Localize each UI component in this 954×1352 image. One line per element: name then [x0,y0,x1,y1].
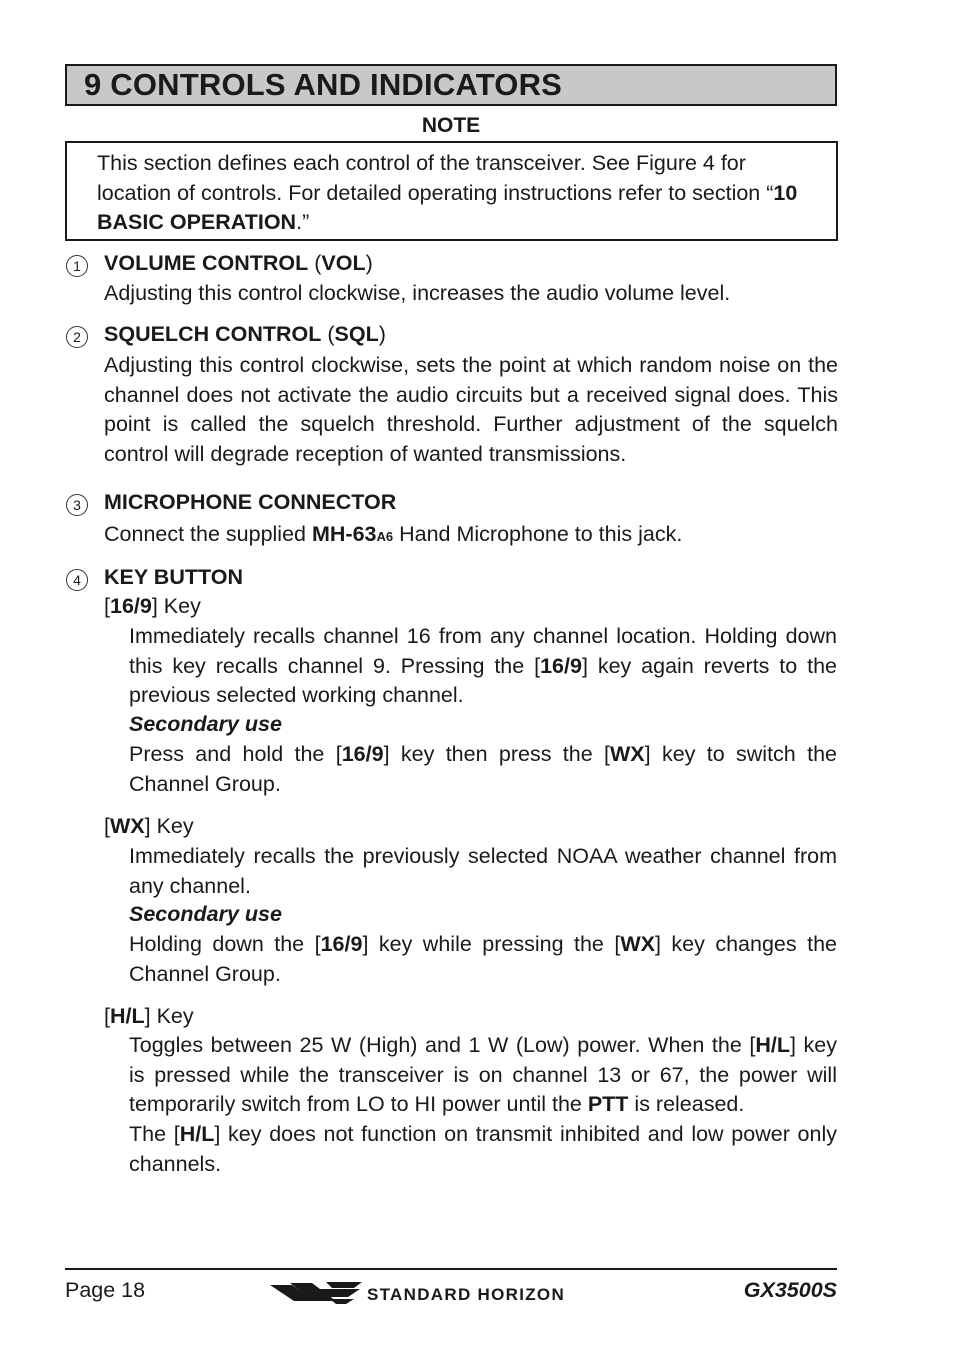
paren-open: ( [327,322,335,346]
desc-text: Toggles between 25 W (High) and 1 W (Low) power. When the [ [129,1033,756,1057]
ptt-label: PTT [587,1092,629,1116]
bracket: [ [104,1004,110,1028]
note-box [65,141,838,241]
key-suffix: ] Key [144,814,194,838]
note-text [97,149,817,238]
desc-text: ] key again reverts to the previous selected working channel. [129,653,838,707]
key-heading-wx [104,812,194,842]
key-name: WX [109,814,145,838]
title-text: SQUELCH CONTROL [104,322,322,346]
mic-model: MH-63 [311,522,377,546]
desc-text: ] key while pressing the [ [362,932,621,956]
bracket: [ [104,814,110,838]
desc-text: Immediately recalls channel 16 from any channel location. Holding down this key recalls channel 9. Pressing the [ [129,624,837,678]
paren-close: ) [378,322,386,346]
item-number-4: 4 [66,569,88,591]
key-suffix: ] Key [151,594,201,618]
standard-horizon-logo [270,1279,640,1307]
key-name: WX [610,742,645,766]
note-body: This section defines each control of the transceiver. See Figure 4 for location of controls. For detailed operating instructions refer to section “ [97,151,774,205]
brand-text: STANDARD HORIZON [367,1285,566,1304]
model-name: GX3500S [743,1278,837,1302]
title-abbrev: VOL [321,251,366,275]
section-heading [65,64,837,106]
desc-text: ] key then press the [ [383,742,610,766]
desc-text: is released. [628,1092,745,1116]
item-title-volume [104,249,373,279]
paren-close: ) [365,251,373,275]
desc-text: ] key changes the Channel Group. [129,932,837,986]
note-end: .” [296,210,310,234]
item-body-volume: Adjusting this control clockwise, increases the audio volume level. [104,281,731,305]
item-title-microphone: MICROPHONE CONNECTOR [104,490,397,514]
desc-text: Press and hold the [ [129,742,342,766]
key-desc-16-9 [129,622,837,711]
item-title-squelch [104,320,386,350]
item-body-microphone [104,520,682,552]
desc-text: ] key does not function on transmit inhibited and low power only channels. [129,1122,837,1176]
paren-open: ( [314,251,322,275]
note-reference: 10 BASIC OPERATION [97,180,798,234]
key-name: 16/9 [109,594,152,618]
bracket: [ [104,594,110,618]
secondary-use-title: Secondary use [129,902,282,926]
item-number-3: 3 [66,494,88,516]
body-text: Hand Microphone to this jack. [393,522,683,546]
desc-text: ] key to switch the Channel Group. [129,742,837,796]
desc-text: Holding down the [ [129,932,321,956]
key-heading-16-9 [104,592,201,622]
page-number: Page 18 [65,1278,146,1302]
mic-model-suffix: A6 [376,529,394,544]
key-desc-hl [129,1031,837,1120]
key-heading-hl [104,1002,194,1032]
item-number-2: 2 [66,326,88,348]
key-name: 16/9 [540,653,582,678]
item-title-key-button: KEY BUTTON [104,565,243,589]
key-name: H/L [755,1033,790,1057]
key-name: WX [620,932,655,956]
secondary-use-title: Secondary use [129,712,282,736]
key-name: H/L [179,1122,215,1146]
desc-text: The [ [129,1122,180,1146]
key-suffix: ] Key [144,1004,194,1028]
desc-text: ] key is pressed while the transceiver is on channel 13 or 67, the power will temporarily switch from LO to HI power until the [129,1033,837,1116]
item-body-squelch: Adjusting this control clockwise, sets the point at which random noise on the channel does not activate the audio circuits but a received signal does. This point is called the squelch threshold. Further adjustment of the squelch control will degrade reception of wanted transmissions. [104,353,838,466]
key-name: 16/9 [341,742,384,766]
title-abbrev: SQL [334,322,379,346]
note-title: NOTE [421,114,481,137]
footer-rule [65,1268,837,1270]
item-number-1: 1 [66,255,88,277]
key-name: H/L [109,1004,145,1028]
secondary-use-16-9 [129,740,837,799]
key-name: 16/9 [320,932,363,956]
title-text: VOLUME CONTROL [104,251,309,275]
section-title: 9 CONTROLS AND INDICATORS [84,67,563,102]
key-desc-wx: Immediately recalls the previously selected NOAA weather channel from any channel. [129,844,837,898]
key-note-hl [129,1120,837,1179]
body-text: Connect the supplied [104,522,312,546]
secondary-use-wx [129,930,837,989]
